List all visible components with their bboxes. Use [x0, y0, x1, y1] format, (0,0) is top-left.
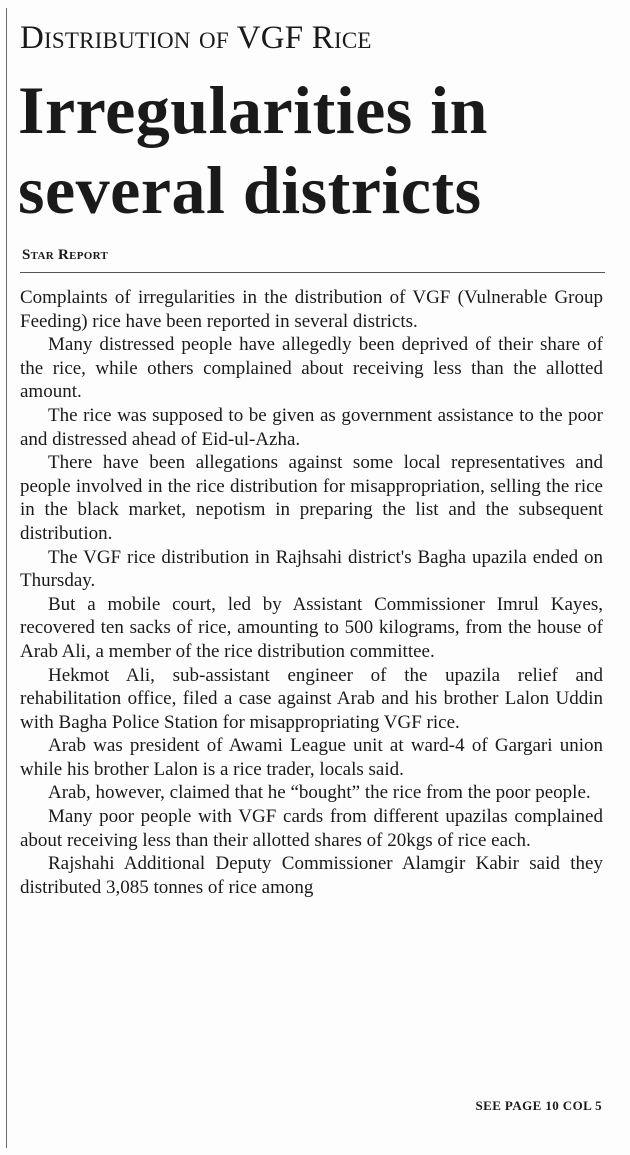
article-paragraph: Many poor people with VGF cards from different upazilas complained about receiving less than their allotted shares of 20kgs of rice each. [20, 806, 603, 851]
article-kicker: Distribution of VGF Rice [20, 20, 372, 56]
article-paragraph: There have been allegations against some local representatives and people involved in the rice distribution for misappropriation, selling the rice in the black market, nepotism in preparing the list and the subsequent distribution. [20, 452, 603, 544]
article-body [20, 286, 603, 899]
column-rule [6, 8, 7, 1148]
article-paragraph: Arab, however, claimed that he “bought” the rice from the poor people. [48, 782, 591, 804]
article-paragraph: Complaints of irregularities in the distribution of VGF (Vulnerable Group Feeding) rice have been reported in several districts. [20, 287, 603, 332]
article-paragraph: The VGF rice distribution in Rajhsahi district's Bagha upazila ended on Thursday. [20, 546, 603, 592]
article-headline: Irregularities in several districts [18, 72, 488, 228]
byline-divider [20, 272, 605, 273]
article-paragraph: Rajshahi Additional Deputy Commissioner Alamgir Kabir said they distributed 3,085 tonnes of rice among [20, 853, 603, 898]
continuation-note: SEE PAGE 10 COL 5 [475, 1098, 602, 1113]
article-paragraph: Many distressed people have allegedly been deprived of their share of the rice, while others complained about receiving less than the allotted amount. [20, 334, 603, 403]
article-paragraph: The rice was supposed to be given as government assistance to the poor and distressed ahead of Eid-ul-Azha. [20, 404, 603, 450]
article-paragraph: But a mobile court, led by Assistant Commissioner Imrul Kayes, recovered ten sacks of rice, amounting to 500 kilograms, from the house of Arab Ali, a member of the rice distribution committee. [20, 593, 603, 662]
article-paragraph: Hekmot Ali, sub-assistant engineer of the upazila relief and rehabilitation office, filed a case against Arab and his brother Lalon Uddin with Bagha Police Station for misappropriating VGF rice. [20, 664, 603, 733]
article-byline: Star Report [22, 247, 109, 263]
article-paragraph: Arab was president of Awami League unit at ward-4 of Gargari union while his brother Lalon is a rice trader, locals said. [20, 735, 603, 780]
